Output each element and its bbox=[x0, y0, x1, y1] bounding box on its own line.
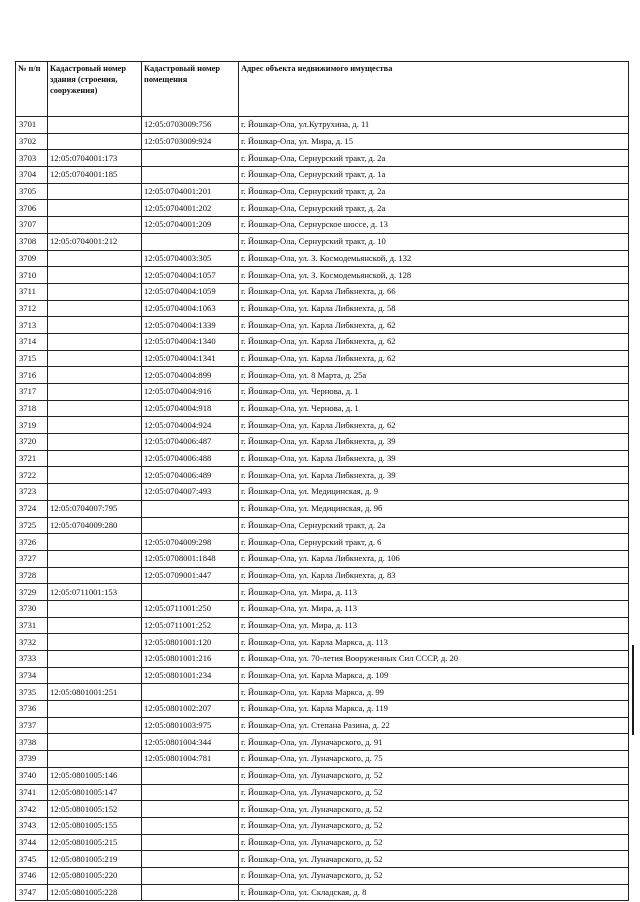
cell-building-cadastral bbox=[48, 300, 142, 317]
header-building-cadastral: Кадастровый номер здания (строения, сооружения) bbox=[48, 62, 142, 117]
header-premises-cadastral: Кадастровый номер помещения bbox=[142, 62, 239, 117]
cell-number: 3732 bbox=[16, 634, 48, 651]
cell-number: 3729 bbox=[16, 584, 48, 601]
table-row bbox=[16, 300, 629, 317]
cell-building-cadastral bbox=[48, 484, 142, 501]
cell-premises-cadastral: 12:05:0709001:447 bbox=[142, 567, 239, 584]
cell-address: г. Йошкар-Ола, ул. З. Космодемьянской, д. 132 bbox=[239, 250, 629, 267]
cell-address: г. Йошкар-Ола, ул. Мира, д. 113 bbox=[239, 584, 629, 601]
cell-premises-cadastral: 12:05:0801001:216 bbox=[142, 651, 239, 668]
cell-premises-cadastral: 12:05:0704004:916 bbox=[142, 384, 239, 401]
cell-premises-cadastral: 12:05:0704006:487 bbox=[142, 434, 239, 451]
cell-building-cadastral bbox=[48, 183, 142, 200]
cell-premises-cadastral: 12:05:0704001:209 bbox=[142, 217, 239, 234]
cell-number: 3724 bbox=[16, 500, 48, 517]
cell-building-cadastral bbox=[48, 200, 142, 217]
cell-building-cadastral: 12:05:0711001:153 bbox=[48, 584, 142, 601]
cell-premises-cadastral: 12:05:0704006:489 bbox=[142, 467, 239, 484]
cell-number: 3745 bbox=[16, 851, 48, 868]
cell-number: 3708 bbox=[16, 233, 48, 250]
table-row bbox=[16, 567, 629, 584]
cell-number: 3703 bbox=[16, 150, 48, 167]
cell-building-cadastral: 12:05:0704001:185 bbox=[48, 167, 142, 184]
cell-address: г. Йошкар-Ола, ул. Луначарского, д. 52 bbox=[239, 867, 629, 884]
table-row bbox=[16, 701, 629, 718]
table-row bbox=[16, 417, 629, 434]
cell-premises-cadastral: 12:05:0704003:305 bbox=[142, 250, 239, 267]
cell-number: 3734 bbox=[16, 667, 48, 684]
cell-number: 3720 bbox=[16, 434, 48, 451]
table-row bbox=[16, 867, 629, 884]
cell-building-cadastral bbox=[48, 250, 142, 267]
cell-number: 3730 bbox=[16, 600, 48, 617]
cell-premises-cadastral: 12:05:0708001:1848 bbox=[142, 550, 239, 567]
cell-premises-cadastral bbox=[142, 851, 239, 868]
table-row bbox=[16, 500, 629, 517]
cell-number: 3746 bbox=[16, 867, 48, 884]
cell-address: г. Йошкар-Ола, ул. Луначарского, д. 52 bbox=[239, 801, 629, 818]
cell-building-cadastral bbox=[48, 467, 142, 484]
cell-premises-cadastral: 12:05:0704004:1059 bbox=[142, 283, 239, 300]
cell-address: г. Йошкар-Ола, ул. Карла Маркса, д. 119 bbox=[239, 701, 629, 718]
cell-premises-cadastral bbox=[142, 834, 239, 851]
cell-address: г. Йошкар-Ола, ул. Карла Либкнехта, д. 83 bbox=[239, 567, 629, 584]
cell-number: 3743 bbox=[16, 817, 48, 834]
cell-building-cadastral bbox=[48, 450, 142, 467]
cell-number: 3709 bbox=[16, 250, 48, 267]
cell-address: г. Йошкар-Ола, ул. 8 Марта, д. 25а bbox=[239, 367, 629, 384]
cell-premises-cadastral bbox=[142, 517, 239, 534]
cell-number: 3747 bbox=[16, 884, 48, 901]
table-row bbox=[16, 584, 629, 601]
table-row bbox=[16, 367, 629, 384]
cell-premises-cadastral: 12:05:0801001:234 bbox=[142, 667, 239, 684]
cell-premises-cadastral: 12:05:0801004:344 bbox=[142, 734, 239, 751]
cell-number: 3713 bbox=[16, 317, 48, 334]
cell-building-cadastral bbox=[48, 600, 142, 617]
cell-premises-cadastral bbox=[142, 817, 239, 834]
cell-premises-cadastral bbox=[142, 784, 239, 801]
table-row bbox=[16, 217, 629, 234]
table-row bbox=[16, 834, 629, 851]
cell-building-cadastral: 12:05:0801005:155 bbox=[48, 817, 142, 834]
cell-building-cadastral bbox=[48, 717, 142, 734]
cell-address: г. Йошкар-Ола, ул. Карла Либкнехта, д. 39 bbox=[239, 450, 629, 467]
cell-premises-cadastral: 12:05:0704004:1057 bbox=[142, 267, 239, 284]
cell-address: г. Йошкар-Ола, Сернурский тракт, д. 1а bbox=[239, 167, 629, 184]
cell-address: г. Йошкар-Ола, Сернурское шоссе, д. 13 bbox=[239, 217, 629, 234]
table-row bbox=[16, 117, 629, 134]
cell-building-cadastral bbox=[48, 701, 142, 718]
cell-building-cadastral: 12:05:0801005:152 bbox=[48, 801, 142, 818]
table-row bbox=[16, 767, 629, 784]
table-row bbox=[16, 884, 629, 901]
cell-number: 3723 bbox=[16, 484, 48, 501]
cell-address: г. Йошкар-Ола, Сернурский тракт, д. 6 bbox=[239, 534, 629, 551]
header-number: № п/п bbox=[16, 62, 48, 117]
table-row bbox=[16, 434, 629, 451]
cell-address: г. Йошкар-Ола, ул. Луначарского, д. 75 bbox=[239, 751, 629, 768]
cell-number: 3712 bbox=[16, 300, 48, 317]
cell-premises-cadastral: 12:05:0704004:1341 bbox=[142, 350, 239, 367]
cell-address: г. Йошкар-Ола, ул. 70-летия Вооруженных Сил СССР, д. 20 bbox=[239, 651, 629, 668]
cell-address: г. Йошкар-Ола, ул. Чернова, д. 1 bbox=[239, 400, 629, 417]
cell-premises-cadastral: 12:05:0703009:924 bbox=[142, 133, 239, 150]
table-row bbox=[16, 550, 629, 567]
cell-address: г. Йошкар-Ола, ул. Мира, д. 113 bbox=[239, 600, 629, 617]
cell-building-cadastral bbox=[48, 550, 142, 567]
cell-premises-cadastral: 12:05:0704004:899 bbox=[142, 367, 239, 384]
table-row bbox=[16, 267, 629, 284]
scan-edge-mark bbox=[632, 645, 634, 735]
cell-address: г. Йошкар-Ола, ул. Карла Либкнехта, д. 39 bbox=[239, 434, 629, 451]
cell-building-cadastral: 12:05:0704009:280 bbox=[48, 517, 142, 534]
cell-address: г. Йошкар-Ола, ул. Луначарского, д. 52 bbox=[239, 784, 629, 801]
property-table bbox=[15, 61, 629, 901]
table-row bbox=[16, 617, 629, 634]
cell-building-cadastral bbox=[48, 434, 142, 451]
cell-number: 3721 bbox=[16, 450, 48, 467]
cell-building-cadastral: 12:05:0704001:173 bbox=[48, 150, 142, 167]
table-row bbox=[16, 851, 629, 868]
table-row bbox=[16, 317, 629, 334]
cell-address: г. Йошкар-Ола, ул. Карла Либкнехта, д. 62 bbox=[239, 417, 629, 434]
table-row bbox=[16, 534, 629, 551]
cell-premises-cadastral bbox=[142, 150, 239, 167]
cell-building-cadastral bbox=[48, 267, 142, 284]
cell-number: 3704 bbox=[16, 167, 48, 184]
cell-address: г. Йошкар-Ола, Сернурский тракт, д. 2а bbox=[239, 200, 629, 217]
cell-address: г. Йошкар-Ола, Сернурский тракт, д. 2а bbox=[239, 150, 629, 167]
table-row bbox=[16, 517, 629, 534]
cell-building-cadastral bbox=[48, 117, 142, 134]
table-row bbox=[16, 283, 629, 300]
cell-premises-cadastral: 12:05:0704004:1339 bbox=[142, 317, 239, 334]
table-row bbox=[16, 784, 629, 801]
cell-building-cadastral bbox=[48, 317, 142, 334]
cell-number: 3737 bbox=[16, 717, 48, 734]
cell-premises-cadastral bbox=[142, 500, 239, 517]
cell-building-cadastral bbox=[48, 651, 142, 668]
cell-building-cadastral: 12:05:0704001:212 bbox=[48, 233, 142, 250]
cell-premises-cadastral: 12:05:0704001:202 bbox=[142, 200, 239, 217]
table-row bbox=[16, 150, 629, 167]
cell-building-cadastral: 12:05:0801005:220 bbox=[48, 867, 142, 884]
cell-premises-cadastral: 12:05:0801004:781 bbox=[142, 751, 239, 768]
cell-address: г. Йошкар-Ола, ул. Карла Либкнехта, д. 66 bbox=[239, 283, 629, 300]
cell-address: г. Йошкар-Ола, ул. Карла Либкнехта, д. 62 bbox=[239, 333, 629, 350]
cell-building-cadastral bbox=[48, 384, 142, 401]
cell-address: г. Йошкар-Ола, ул. Медицинская, д. 9 bbox=[239, 484, 629, 501]
cell-number: 3707 bbox=[16, 217, 48, 234]
cell-building-cadastral bbox=[48, 567, 142, 584]
cell-number: 3726 bbox=[16, 534, 48, 551]
cell-premises-cadastral bbox=[142, 884, 239, 901]
table-row bbox=[16, 400, 629, 417]
cell-address: г. Йошкар-Ола, ул. Мира, д. 113 bbox=[239, 617, 629, 634]
cell-number: 3702 bbox=[16, 133, 48, 150]
table-body bbox=[16, 117, 629, 901]
table-row bbox=[16, 183, 629, 200]
cell-building-cadastral bbox=[48, 734, 142, 751]
cell-premises-cadastral bbox=[142, 233, 239, 250]
cell-premises-cadastral bbox=[142, 584, 239, 601]
cell-number: 3722 bbox=[16, 467, 48, 484]
cell-address: г. Йошкар-Ола, Сернурский тракт, д. 2а bbox=[239, 517, 629, 534]
cell-premises-cadastral: 12:05:0704004:1063 bbox=[142, 300, 239, 317]
table-row bbox=[16, 667, 629, 684]
cell-premises-cadastral: 12:05:0801002:207 bbox=[142, 701, 239, 718]
cell-address: г. Йошкар-Ола, ул. Карла Либкнехта, д. 62 bbox=[239, 350, 629, 367]
cell-address: г. Йошкар-Ола, ул. З. Космодемьянской, д. 128 bbox=[239, 267, 629, 284]
table-row bbox=[16, 600, 629, 617]
cell-building-cadastral bbox=[48, 417, 142, 434]
table-row bbox=[16, 801, 629, 818]
cell-premises-cadastral bbox=[142, 767, 239, 784]
cell-address: г. Йошкар-Ола, ул. Луначарского, д. 52 bbox=[239, 851, 629, 868]
table-row bbox=[16, 450, 629, 467]
table-row bbox=[16, 684, 629, 701]
cell-number: 3736 bbox=[16, 701, 48, 718]
cell-building-cadastral bbox=[48, 400, 142, 417]
cell-address: г. Йошкар-Ола, ул. Карла Маркса, д. 99 bbox=[239, 684, 629, 701]
cell-address: г. Йошкар-Ола, ул. Чернова, д. 1 bbox=[239, 384, 629, 401]
table-row bbox=[16, 751, 629, 768]
cell-premises-cadastral: 12:05:0704006:488 bbox=[142, 450, 239, 467]
cell-address: г. Йошкар-Ола, ул. Карла Либкнехта, д. 62 bbox=[239, 317, 629, 334]
cell-premises-cadastral bbox=[142, 167, 239, 184]
cell-building-cadastral bbox=[48, 634, 142, 651]
table-row bbox=[16, 384, 629, 401]
cell-number: 3717 bbox=[16, 384, 48, 401]
table-row bbox=[16, 467, 629, 484]
cell-building-cadastral: 12:05:0801005:219 bbox=[48, 851, 142, 868]
cell-address: г. Йошкар-Ола, ул. Луначарского, д. 52 bbox=[239, 767, 629, 784]
cell-address: г. Йошкар-Ола, ул. Карла Либкнехта, д. 106 bbox=[239, 550, 629, 567]
cell-number: 3716 bbox=[16, 367, 48, 384]
cell-number: 3735 bbox=[16, 684, 48, 701]
cell-address: г. Йошкар-Ола, ул. Карла Либкнехта, д. 58 bbox=[239, 300, 629, 317]
cell-building-cadastral bbox=[48, 534, 142, 551]
cell-address: г. Йошкар-Ола, ул. Складская, д. 8 bbox=[239, 884, 629, 901]
cell-building-cadastral bbox=[48, 333, 142, 350]
cell-premises-cadastral: 12:05:0704004:924 bbox=[142, 417, 239, 434]
cell-number: 3705 bbox=[16, 183, 48, 200]
cell-building-cadastral: 12:05:0801005:228 bbox=[48, 884, 142, 901]
table-row bbox=[16, 333, 629, 350]
table-row bbox=[16, 250, 629, 267]
cell-number: 3744 bbox=[16, 834, 48, 851]
cell-address: г. Йошкар-Ола, ул. Степана Разина, д. 22 bbox=[239, 717, 629, 734]
cell-premises-cadastral bbox=[142, 867, 239, 884]
cell-address: г. Йошкар-Ола, ул. Медицинская, д. 9б bbox=[239, 500, 629, 517]
cell-building-cadastral: 12:05:0801005:146 bbox=[48, 767, 142, 784]
table-row bbox=[16, 634, 629, 651]
cell-premises-cadastral: 12:05:0704009:298 bbox=[142, 534, 239, 551]
cell-address: г. Йошкар-Ола, ул. Карла Либкнехта, д. 39 bbox=[239, 467, 629, 484]
cell-premises-cadastral: 12:05:0704007:493 bbox=[142, 484, 239, 501]
cell-number: 3731 bbox=[16, 617, 48, 634]
cell-building-cadastral bbox=[48, 350, 142, 367]
table-header-row bbox=[16, 62, 629, 117]
cell-address: г. Йошкар-Ола, ул. Луначарского, д. 52 bbox=[239, 817, 629, 834]
cell-address: г. Йошкар-Ола, ул. Луначарского, д. 52 bbox=[239, 834, 629, 851]
cell-number: 3728 bbox=[16, 567, 48, 584]
table-row bbox=[16, 817, 629, 834]
cell-building-cadastral bbox=[48, 367, 142, 384]
cell-number: 3710 bbox=[16, 267, 48, 284]
cell-building-cadastral bbox=[48, 133, 142, 150]
cell-premises-cadastral: 12:05:0711001:252 bbox=[142, 617, 239, 634]
cell-number: 3739 bbox=[16, 751, 48, 768]
cell-address: г. Йошкар-Ола, ул. Луначарского, д. 91 bbox=[239, 734, 629, 751]
cell-premises-cadastral: 12:05:0704001:201 bbox=[142, 183, 239, 200]
cell-building-cadastral: 12:05:0801005:215 bbox=[48, 834, 142, 851]
table-row bbox=[16, 717, 629, 734]
table-row bbox=[16, 484, 629, 501]
document-page bbox=[15, 61, 629, 901]
table-row bbox=[16, 734, 629, 751]
cell-address: г. Йошкар-Ола, Сернурский тракт, д. 10 bbox=[239, 233, 629, 250]
cell-premises-cadastral: 12:05:0704004:1340 bbox=[142, 333, 239, 350]
cell-number: 3725 bbox=[16, 517, 48, 534]
cell-building-cadastral bbox=[48, 283, 142, 300]
cell-building-cadastral bbox=[48, 667, 142, 684]
table-row bbox=[16, 200, 629, 217]
cell-number: 3742 bbox=[16, 801, 48, 818]
cell-building-cadastral: 12:05:0704007:795 bbox=[48, 500, 142, 517]
cell-number: 3738 bbox=[16, 734, 48, 751]
cell-number: 3733 bbox=[16, 651, 48, 668]
cell-number: 3740 bbox=[16, 767, 48, 784]
cell-address: г. Йошкар-Ола, ул.Кутрухина, д. 11 bbox=[239, 117, 629, 134]
cell-number: 3719 bbox=[16, 417, 48, 434]
table-row bbox=[16, 233, 629, 250]
cell-address: г. Йошкар-Ола, ул. Мира, д. 15 bbox=[239, 133, 629, 150]
cell-premises-cadastral: 12:05:0711001:250 bbox=[142, 600, 239, 617]
cell-premises-cadastral: 12:05:0703009:756 bbox=[142, 117, 239, 134]
cell-address: г. Йошкар-Ола, Сернурский тракт, д. 2а bbox=[239, 183, 629, 200]
cell-building-cadastral: 12:05:0801001:251 bbox=[48, 684, 142, 701]
table-row bbox=[16, 167, 629, 184]
cell-building-cadastral: 12:05:0801005:147 bbox=[48, 784, 142, 801]
table-row bbox=[16, 350, 629, 367]
cell-building-cadastral bbox=[48, 217, 142, 234]
cell-premises-cadastral: 12:05:0801003:975 bbox=[142, 717, 239, 734]
table-row bbox=[16, 133, 629, 150]
cell-premises-cadastral: 12:05:0704004:918 bbox=[142, 400, 239, 417]
cell-number: 3715 bbox=[16, 350, 48, 367]
cell-number: 3714 bbox=[16, 333, 48, 350]
cell-number: 3718 bbox=[16, 400, 48, 417]
table-row bbox=[16, 651, 629, 668]
cell-address: г. Йошкар-Ола, ул. Карла Маркса, д. 109 bbox=[239, 667, 629, 684]
cell-premises-cadastral bbox=[142, 801, 239, 818]
cell-number: 3711 bbox=[16, 283, 48, 300]
cell-premises-cadastral bbox=[142, 684, 239, 701]
cell-number: 3741 bbox=[16, 784, 48, 801]
cell-premises-cadastral: 12:05:0801001:120 bbox=[142, 634, 239, 651]
cell-number: 3706 bbox=[16, 200, 48, 217]
cell-number: 3727 bbox=[16, 550, 48, 567]
cell-building-cadastral bbox=[48, 617, 142, 634]
cell-number: 3701 bbox=[16, 117, 48, 134]
cell-building-cadastral bbox=[48, 751, 142, 768]
cell-address: г. Йошкар-Ола, ул. Карла Маркса, д. 113 bbox=[239, 634, 629, 651]
header-address: Адрес объекта недвижимого имущества bbox=[239, 62, 629, 117]
